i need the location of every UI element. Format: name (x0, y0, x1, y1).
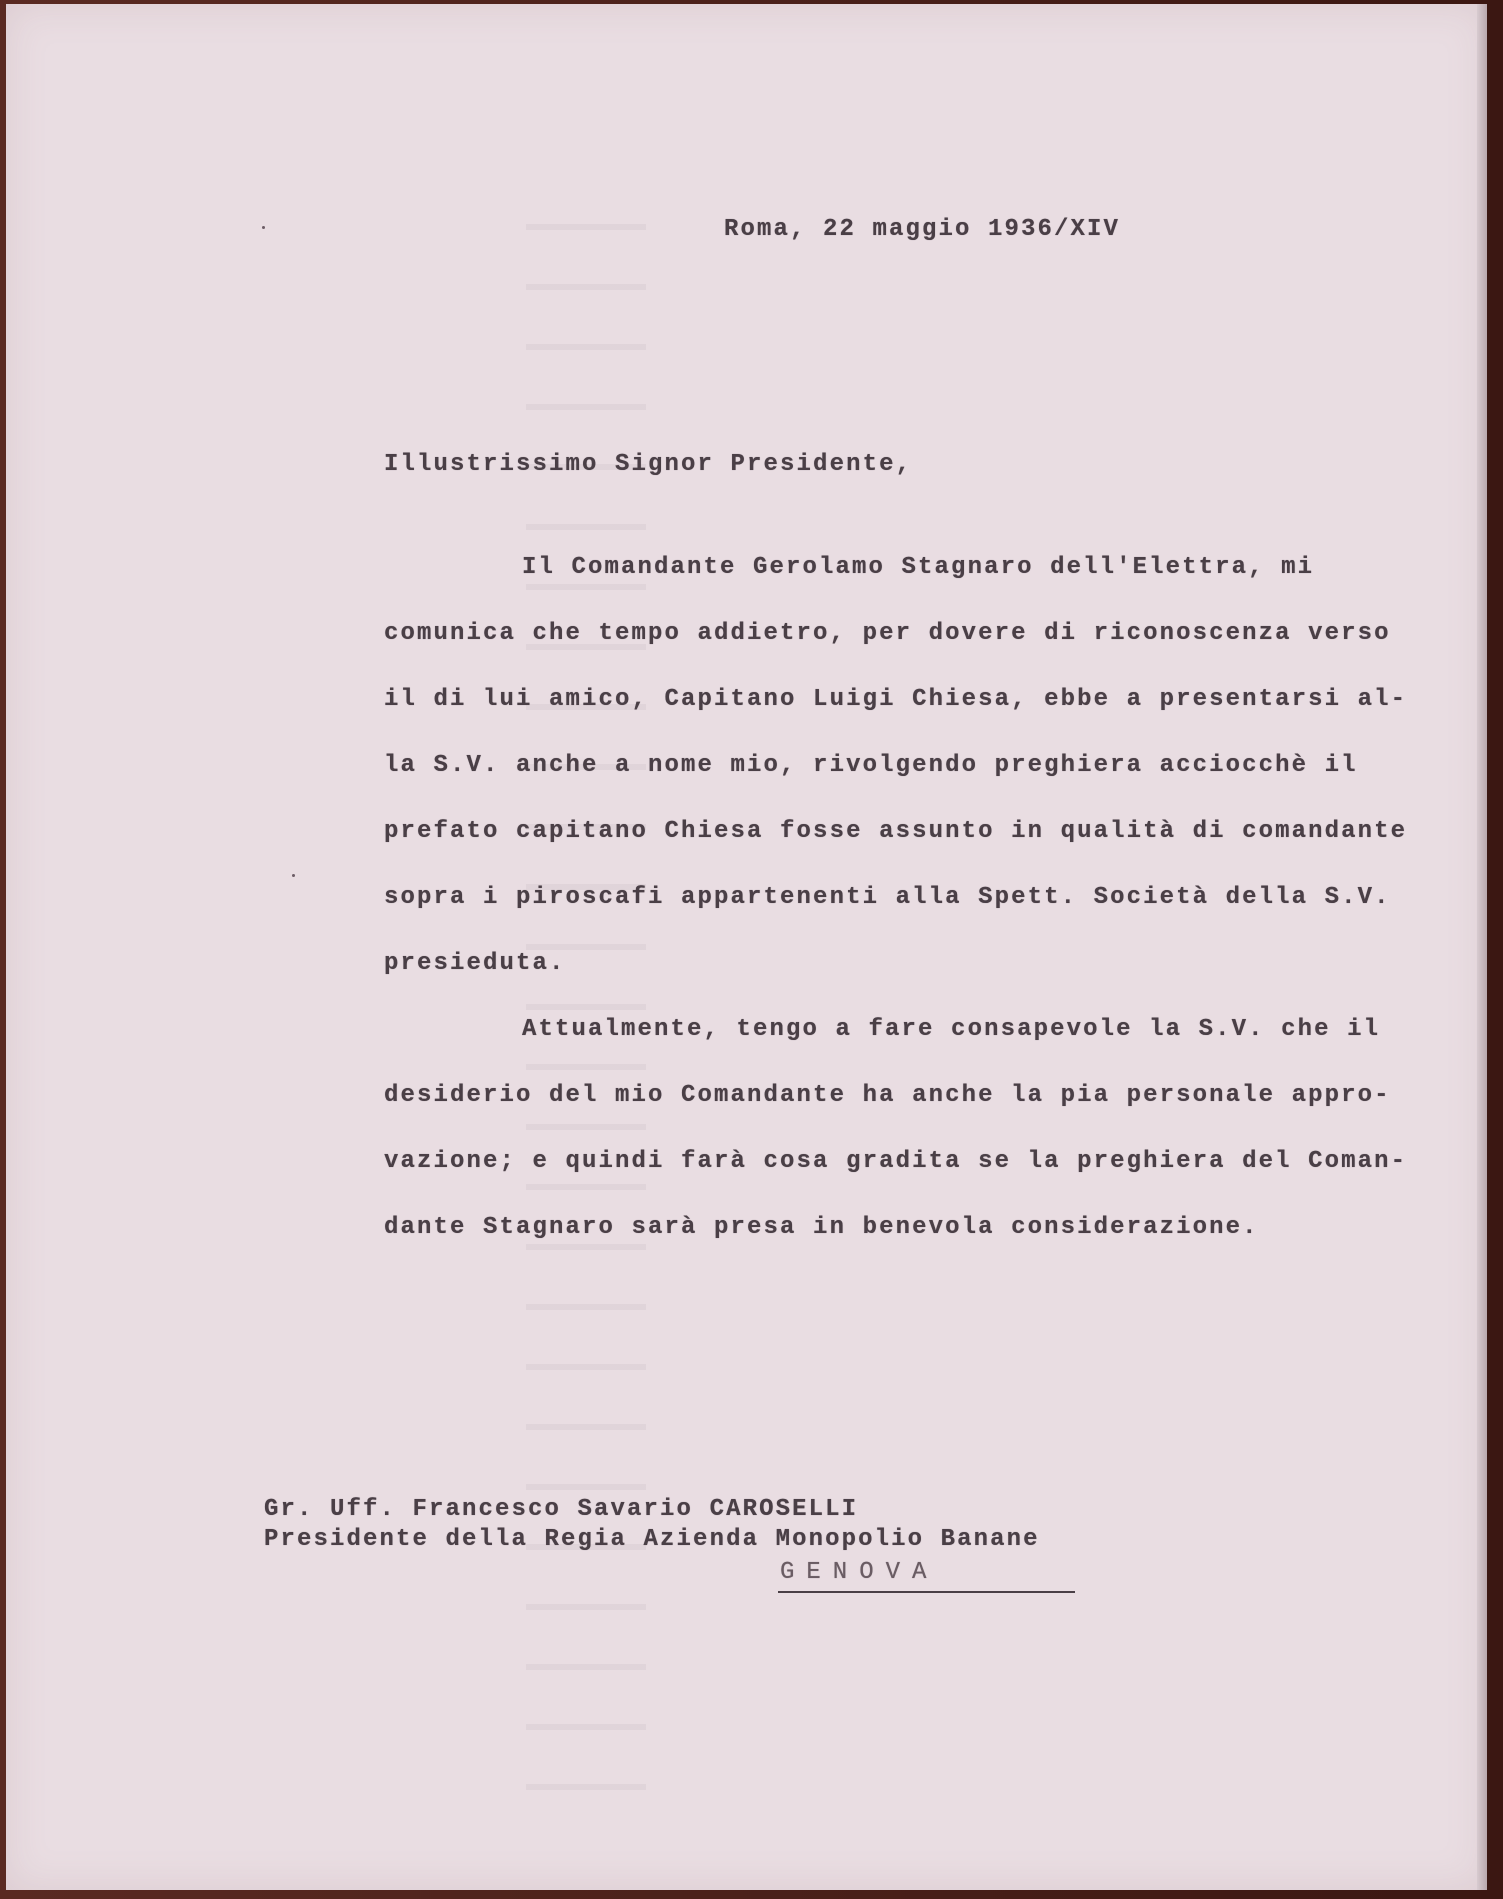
body-line: desiderio del mio Comandante ha anche la pia personale appro- (384, 1082, 1391, 1109)
paper-speck (262, 226, 265, 229)
letter-sheet (6, 4, 1487, 1890)
recipient-title: Presidente della Regia Azienda Monopolio Banane (264, 1526, 1040, 1553)
body-line: comunica che tempo addietro, per dovere di riconoscenza verso (384, 620, 1391, 647)
body-line: il di lui amico, Capitano Luigi Chiesa, ebbe a presentarsi al- (384, 686, 1408, 713)
body-line: Il Comandante Gerolamo Stagnaro dell'Elettra, mi (522, 554, 1315, 581)
body-line: Attualmente, tengo a fare consapevole la S.V. che il (522, 1016, 1381, 1043)
body-line: presieduta. (384, 950, 566, 977)
recipient-name: Gr. Uff. Francesco Savario CAROSELLI (264, 1496, 859, 1523)
body-line: sopra i piroscafi appartenenti alla Spett. Società della S.V. (384, 884, 1391, 911)
recipient-city: GENOVA (780, 1559, 939, 1586)
body-line: prefato capitano Chiesa fosse assunto in qualità di comandante (384, 818, 1408, 845)
letter-salutation: Illustrissimo Signor Presidente, (384, 451, 913, 478)
city-underline (778, 1591, 1075, 1593)
paper-speck (292, 874, 295, 877)
paper-edge (1477, 4, 1487, 1890)
body-line: vazione; e quindi farà cosa gradita se la preghiera del Coman- (384, 1148, 1408, 1175)
letter-date: Roma, 22 maggio 1936/XIV (724, 216, 1121, 243)
body-line: la S.V. anche a nome mio, rivolgendo preghiera acciocchè il (384, 752, 1358, 779)
body-line: dante Stagnaro sarà presa in benevola considerazione. (384, 1214, 1259, 1241)
